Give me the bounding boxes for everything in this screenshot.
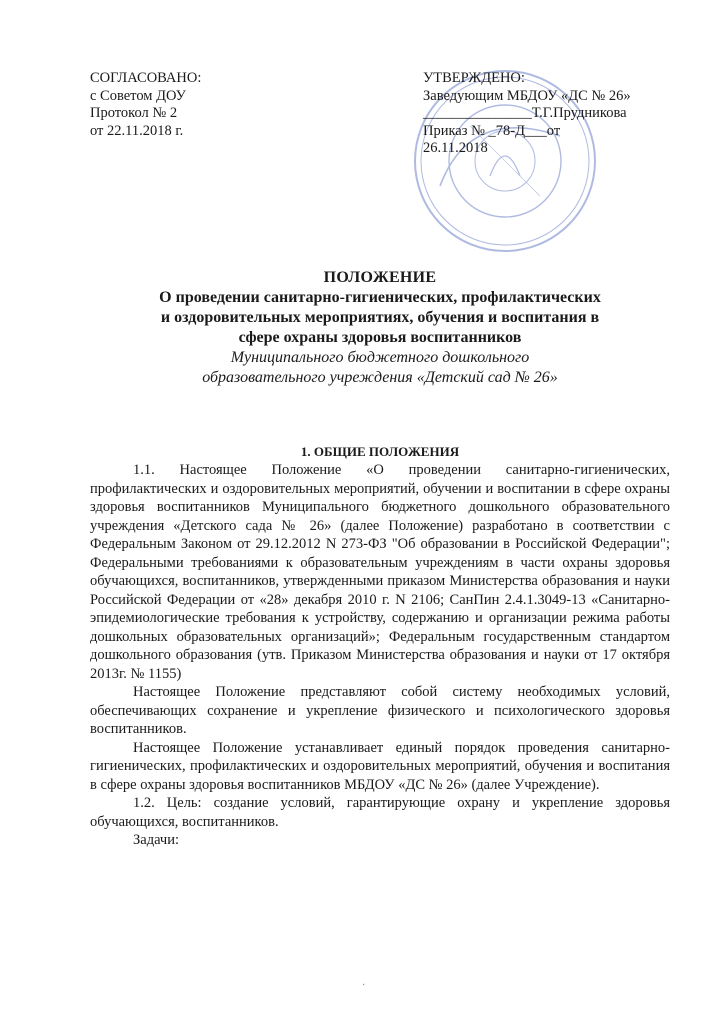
section-body: [90, 461, 670, 850]
paragraph-procedure: Настоящее Положение устанавливает единый порядок проведения санитарно-гигиенических, профилактических и оздоровительных мероприятий, обучения и воспитания в сфере охраны здоровья воспитанников МБДОУ «ДС № 26» (далее Учреждение).: [90, 739, 670, 793]
page-mark: ·: [362, 980, 366, 991]
approved-date: 26.11.2018: [423, 140, 488, 156]
section-heading: 1. ОБЩИЕ ПОЛОЖЕНИЯ: [300, 444, 460, 459]
document-subtitle-line-3: сфере охраны здоровья воспитанников: [238, 329, 522, 346]
approved-by-head: Заведующим МБДОУ «ДС № 26»: [423, 87, 631, 104]
organization-name-line-1: Муниципального бюджетного дошкольного: [230, 349, 530, 366]
approval-block-approved: [423, 70, 631, 158]
document-title-block: [90, 268, 670, 388]
paragraph-1-1: 1.1. Настоящее Положение «О проведении санитарно-гигиенических, профилактических и оздоровительных мероприятий, обучении и воспитании в сфере охраны здоровья воспитанников Муниципального бюджетного дошкольного образовательного учреждения «Детского сада № 26» (далее Положение) разработано в соответствии с Федеральным Законом от 29.12.2012 N 273-ФЗ "Об образовании в Российской Федерации"; Федеральными требованиями к образовательным учреждениям в части охраны здоровья обучающихся, воспитанников, утвержденными приказом Министерства образования и науки Российской Федерации от «28» декабря 2010 г. N 2106; СанПин 2.4.1.3049-13 «Санитарно- эпидемиологические требования к устройству, содержанию и организации режима работы дошкольных образовательных организаций»; Федеральным государственным стандартом дошкольного образования (утв. Приказом Министерства образования и науки от 17 октября 2013г. № 1155): [90, 462, 670, 682]
approved-heading: УТВЕРЖДЕНО:: [423, 70, 525, 86]
approved-signature-line: _______________Т.Г.Прудникова: [423, 105, 627, 121]
paragraph-1-2-goal: 1.2. Цель: создание условий, гарантирующие охрану и укрепление здоровья обучающихся, воспитанников.: [90, 795, 670, 830]
paragraph-tasks: Задачи:: [133, 832, 180, 848]
agreed-protocol: Протокол № 2: [90, 105, 178, 121]
document-subtitle-line-2: и оздоровительных мероприятиях, обучения и воспитания в: [160, 309, 600, 326]
agreed-date: от 22.11.2018 г.: [90, 122, 184, 139]
paragraph-system: Настоящее Положение представляют собой систему необходимых условий, обеспечивающих сохранение и укрепление физического и психологического здоровья воспитанников.: [90, 684, 670, 737]
document-subtitle-line-1: О проведении санитарно-гигиенических, профилактических: [159, 289, 601, 306]
organization-name-line-2: образовательного учреждения «Детский сад № 26»: [202, 369, 558, 386]
document-title: ПОЛОЖЕНИЕ: [323, 269, 437, 286]
agreed-heading: СОГЛАСОВАНО:: [90, 70, 202, 86]
approval-block-agreed: [90, 70, 201, 140]
agreed-council: с Советом ДОУ: [90, 87, 186, 104]
approved-order-number: Приказ № _78-Д___от: [423, 122, 561, 139]
